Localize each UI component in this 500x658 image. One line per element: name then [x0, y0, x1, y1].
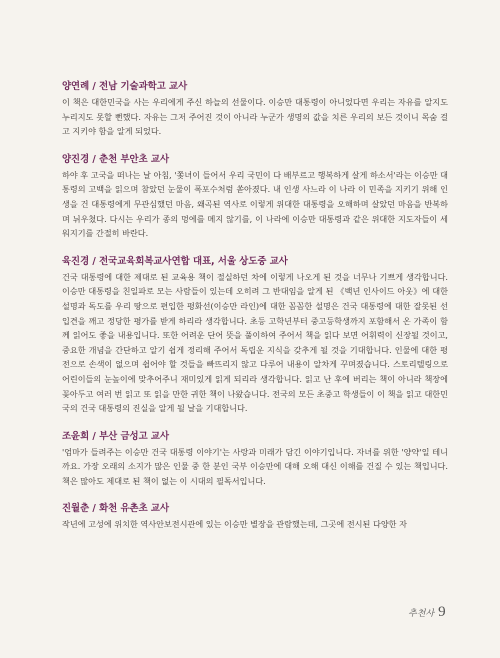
endorser-name: 조윤희 / 부산 금성고 교사: [62, 430, 170, 442]
endorsement-text: 하야 후 고국을 떠나는 날 아침, '쫓녀이 들어서 우리 국민이 다 배부르고 행복하게 살게 하소서'라는 이승만 대통령의 고백을 읽으며 참았던 눈물이 폭포수처럼 쏟아졌다. 내 인생 사느라 이 나라 이 민족을 지키기 위해 인생을 건 대통령에게 무관심했던 마음, 왜곡된 역사로 이렇게 위대한 대통령을 오해하며 살았던 마음을 반복하며 뉘우쳤다. 다시는 우리가 종의 멍에를 메지 않기를, 이 나라에 이승만 대통령과 같은 위대한 지도자들이 세워지기를 간절히 바란다.: [62, 169, 448, 239]
endorsements-page: [62, 80, 448, 546]
endorsement-entry: [62, 255, 448, 416]
endorsement-entry: [62, 80, 448, 139]
endorsement-entry: [62, 502, 448, 532]
endorsement-entry: [62, 430, 448, 489]
endorsement-text: '엄마가 들려주는 이승만 건국 대통령 이야기'는 사랑과 미래가 담긴 이야기입니다. 자녀를 위한 '양약'일 테니까요. 가장 오래의 소지가 많은 인물 중 한 분인 국부 이승만에 대해 오해 대신 이해를 건질 수 있는 책입니다. 책은 많아도 제대로 된 책이 없는 이 시대의 필독서입니다.: [62, 446, 448, 486]
page-number: 9: [438, 604, 446, 620]
endorsement-text: 이 책은 대한민국을 사는 우리에게 주신 하늘의 선물이다. 이승만 대통령이 아니었다면 우리는 자유를 알지도 누리지도 못할 뻔했다. 자유는 그저 주어진 것이 아니라 누군가 생명의 값을 치른 우리의 보든 것이니 목숨 걸고 지키야 함을 알게 되었다.: [62, 97, 448, 137]
endorser-name: 진월춘 / 화천 유촌초 교사: [62, 503, 170, 515]
endorser-name: 양진경 / 춘천 부안초 교사: [62, 153, 170, 165]
endorsement-text: 건국 대통령에 대한 제대로 된 교육용 책이 절실하던 차에 이렇게 나오게 된 것을 너무나 기쁘게 생각합니다. 이승만 대통령을 친일파로 모는 사람들이 있는데 오히려 그 반대임을 알게 된 《백년 인사이드 아웃》에 대한 설명과 독도를 우리 땅으로 편입한 평화선(이승만 라인)에 대한 꼼꼼한 설명은 건국 대통령에 대한 잘못된 선입견을 깨고 정당한 평가를 받게 하리라 생각합니다. 초등 고학년부터 중고등학생까지 포함해서 온 가족이 함께 읽어도 좋을 내용입니다. 또한 어려운 단어 뜻을 풀이하여 주어서 책을 읽다 보면 어휘력이 신장될 것이고, 중요한 개념을 간단하고 알기 쉽게 정리해 주어서 독립운 지식을 갖추게 될 것을 기대합니다. 인물에 대한 평전으로 손색이 없으며 쉽어야 할 것들을 빠뜨리지 않고 다루어 내용이 알차게 꾸며졌습니다. 스토리텔링으로 어린이들의 눈높이에 맞추어주니 재미있게 읽게 되리라 생각합니다. 읽고 난 후에 버리는 책이 아니라 책장에 꽂아두고 여러 번 읽고 또 읽을 만한 귀한 책이 나왔습니다. 전국의 모든 초중고 학생들이 이 책을 읽고 대한민국의 건국 대통령의 진실을 알게 될 날을 기대합니다.: [62, 271, 448, 414]
endorser-name: 육진경 / 전국교육회복교사연합 대표, 서울 상도중 교사: [62, 255, 288, 267]
endorsement-entry: [62, 153, 448, 241]
endorsement-text: 작년에 고성에 위치한 역사안보전시관에 있는 이승만 별장을 관람했는데, 그곳에 전시된 다양한 자: [62, 519, 407, 530]
endorser-name: 양연례 / 전남 기술과학고 교사: [62, 81, 188, 92]
section-signature: 추천사: [408, 609, 435, 619]
page-footer: [408, 604, 446, 621]
